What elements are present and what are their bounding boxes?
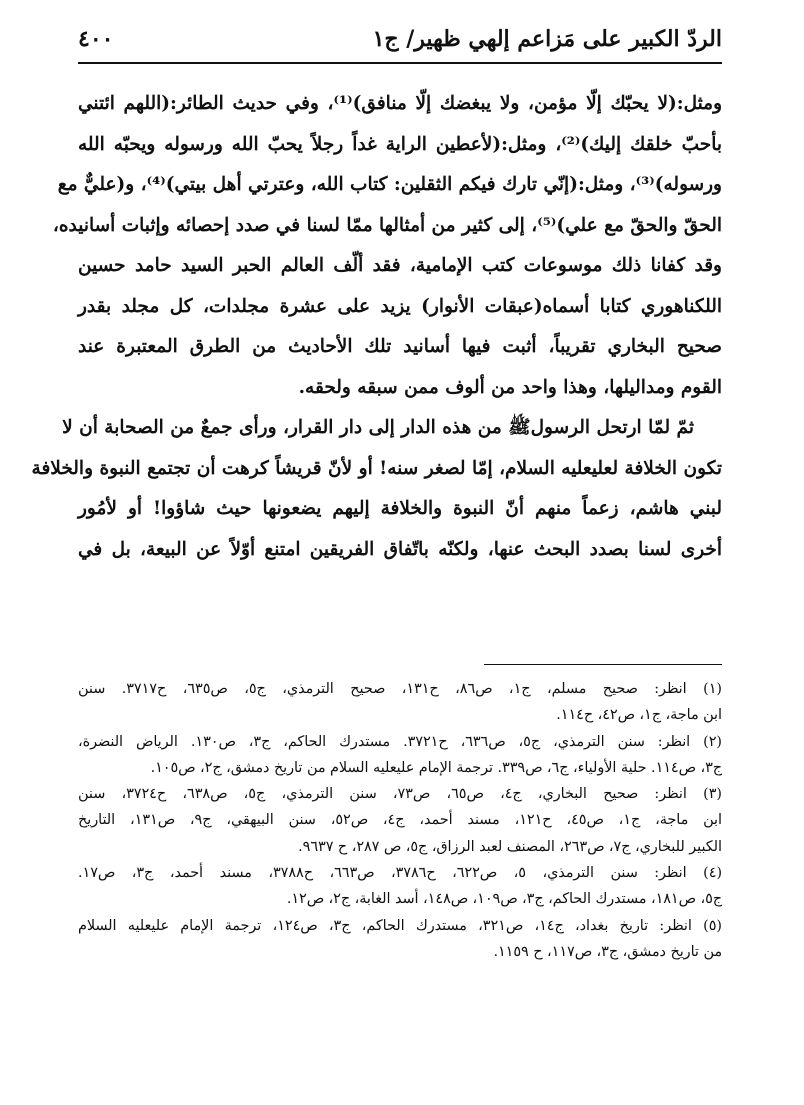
- page-number: ٤٠٠: [78, 26, 114, 52]
- text-line: تكون الخلافة لعليعليه السلام، إمّا لصغر سنه! أو لأنّ قريشاً كرهت أن تجتمع النبوة والخلافة: [31, 457, 722, 479]
- footnote-line: ابن ماجة، ج١، ص٤٢، ح١١٤.: [556, 707, 722, 724]
- text-line: ومثل:(لا يحبّك إلّا مؤمن، ولا يبغضك إلّا منافق)⁽¹⁾، وفي حديث الطائر:(اللهم ائتني: [78, 93, 723, 114]
- footnote-line: ج٥، ص١٨١، مستدرك الحاكم، ج٣، ص١٠٩، ص١٤٨، أسد الغابة، ج٢، ص١٢.: [286, 891, 722, 908]
- text-line: ثمّ لمّا ارتحل الرسولﷺ من هذه الدار إلى دار القرار، ورأى جمعٌ من الصحابة أن لا: [62, 417, 694, 438]
- text-line: الحقّ والحقّ مع علي)⁽⁵⁾، إلى كثير من أمثالها ممّا لسنا في صدد إحصائه وإثبات أسانيده،: [52, 214, 722, 236]
- text-line: وقد كفانا ذلك موسوعات كتب الإمامية، فقد ألّف العالم الحبر السيد حامد حسين: [78, 255, 722, 276]
- text-line: القوم ومداليلها، وهذا واحد من ألوف ممن سبقه ولحقه.: [298, 376, 722, 398]
- footnote-line: (١) انظر: صحيح مسلم، ج١، ص٨٦، ح١٣١، صحيح الترمذي، ج٥، ص٦٣٥، ح٣٧١٧. سنن: [78, 681, 722, 697]
- footnote-line: (٢) انظر: سنن الترمذي، ج٥، ص٦٣٦، ح٣٧٢١. مستدرك الحاكم، ج٣، ص١٣٠. الرياض النضرة،: [78, 733, 722, 750]
- footnote-line: ج٣، ص١١٤. حلية الأولياء، ج٦، ص٣٣٩. ترجمة الإمام عليعليه السلام من تاريخ دمشق، ج٢، ص١٠٥.: [150, 759, 722, 776]
- running-header: [78, 24, 722, 64]
- text-line: لبني هاشم، زعماً منهم أنّ النبوة والخلافة إليهم يضعونها حيث شاؤوا! أو لأمُور: [78, 498, 722, 519]
- main-text: [31, 84, 723, 570]
- footnotes: [78, 676, 722, 965]
- footnote-line: (٥) انظر: تاريخ بغداد، ج١٤، ص٣٢١، مستدرك الحاكم، ج٣، ص١٢٤، ترجمة الإمام عليعليه السلام: [78, 917, 722, 934]
- text-line: أخرى لسنا بصدد البحث عنها، ولكنّه باتّفاق الفريقين امتنع أوّلاً عن البيعة، بل في: [78, 538, 722, 560]
- footnote-line: الكبير للبخاري، ج٧، ص٢٦٣، المصنف لعبد الرزاق، ج٥، ص ٢٨٧، ح ٩٦٣٧.: [298, 838, 722, 855]
- footnote-line: من تاريخ دمشق، ج٣، ص١١٧، ح ١١٥٩.: [493, 943, 722, 960]
- text-line: بأحبّ خلقك إليك)⁽²⁾، ومثل:(لأعطين الراية غداً رجلاً يحبّ الله ورسوله ويحبّه الله: [78, 133, 722, 155]
- footnote-line: (٣) انظر: صحيح البخاري، ج٤، ص٦٥، ص٧٣، سنن الترمذي، ج٥، ص٦٣٨، ح٣٧٢٤، سنن: [78, 786, 722, 803]
- text-line: صحيح البخاري تقريباً، أثبت فيها أسانيد تلك الأحاديث من الطرق المعتبرة عند: [78, 336, 722, 357]
- footnote-separator: [484, 664, 722, 665]
- running-title: الردّ الكبير على مَزاعم إلهي ظهير/ ج١: [372, 26, 722, 52]
- footnote-line: ابن ماجة، ج١، ص٤٥، ح١٢١، مسند أحمد، ج٤، ص٥٢، سنن البيهقي، ج٩، ص١٣١، التاريخ: [78, 812, 722, 829]
- footnote-line: (٤) انظر: سنن الترمذي، ٥، ص٦٢٢، ح٣٧٨٦، ص٦٦٣، ح٣٧٨٨، مسند أحمد، ج٣، ص١٧.: [78, 865, 723, 882]
- text-line: ورسوله)⁽³⁾، ومثل:(إنّي تارك فيكم الثقلين: كتاب الله، وعترتي أهل بيتي)⁽⁴⁾، و(عليٌّ مع: [57, 174, 722, 195]
- text-line: اللكناهوري كتابا أسماه(عبقات الأنوار) يزيد على عشرة مجلدات، كل مجلد بقدر: [78, 295, 722, 317]
